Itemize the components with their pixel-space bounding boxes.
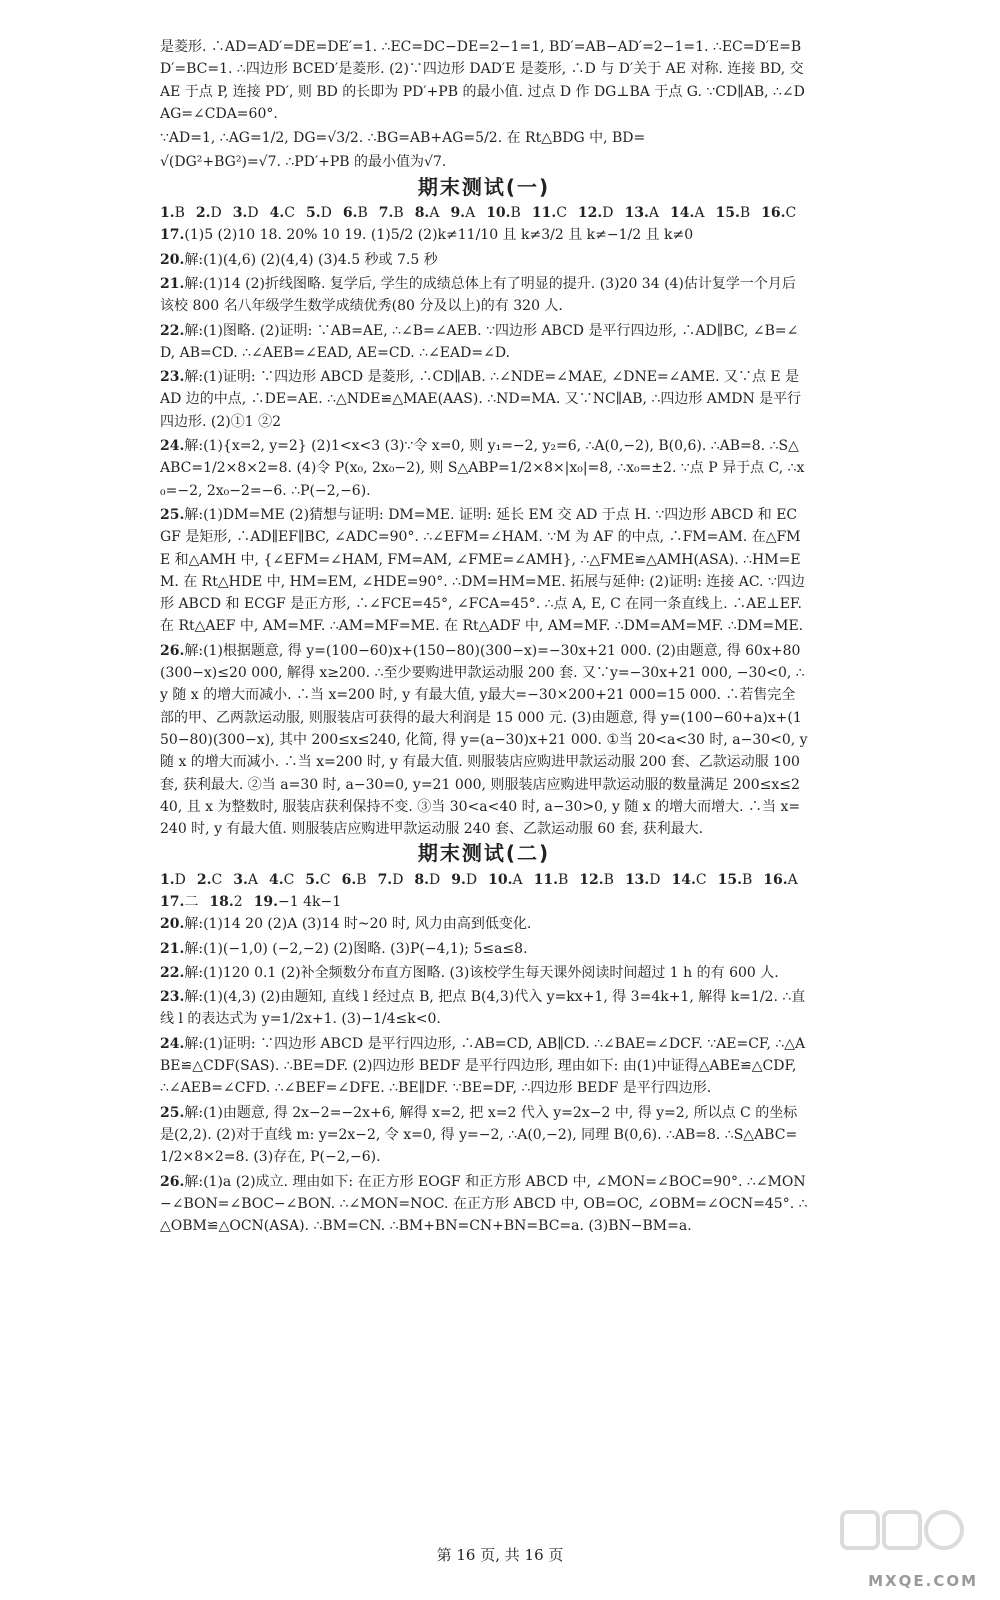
question-number: 6.: [342, 205, 358, 222]
question-number: 3.: [233, 871, 248, 888]
question-number: 24.: [160, 1035, 185, 1052]
question-number: 26.: [160, 1173, 185, 1190]
choice-answer: [761, 202, 796, 224]
choice-answer: [209, 891, 242, 913]
question-number: 19.: [253, 893, 278, 910]
solution-text: 解:(1)根据题意, 得 y=(100−60)x+(150−80)(300−x)=−30x+21 000. (2)由题意, 得 60x+80(300−x)≤20 000, 解得 x≥200. ∴至少要购进甲款运动服 200 套. 又∵y=−30x+21 000, −30<0, ∴y 随 x 的增大而减小. ∴当 x=200 时, y 有最大值, y最大=−30×200+21 000=15 000. ∴若售完全部的甲、乙两款运动服, 则服装店可获得的最大利润是 15 000 元. (3)由题意, 得 y=(100−60+a)x+(150−80)(300−x), 其中 200≤x≤240, 化简, 得 y=(a−30)x+21 000. ①当 20<a<30 时, a−30<0, y 随 x 的增大而减小. ∴当 x=200 时, y 有最大值. 则服装店应购进甲款运动服 200 套、乙款运动服 100 套, 获利最大. ②当 a=30 时, a−30=0, y=21 000, 则服装店应购进甲款运动服的数量满足 200≤x≤240, 且 x 为整数时, 服装店获利保持不变. ③当 30<a<40 时, a−30>0, y 随 x 的增大而增大. ∴当 x=240 时, y 有最大值. 则服装店应购进甲款运动服 240 套、乙款运动服 60 套, 获利最大.: [160, 642, 808, 838]
answer-value: C: [283, 871, 295, 888]
choice-answer: [578, 202, 614, 224]
answer-value: A: [648, 205, 659, 222]
choice-answer: [763, 869, 797, 891]
choice-answer: [579, 869, 614, 891]
answer-value: B: [739, 205, 751, 222]
answer-value: B: [741, 871, 753, 888]
question-number: 2.: [196, 871, 212, 888]
question-number: 8.: [414, 205, 430, 222]
answer-value: D: [392, 871, 404, 888]
answer-value: C: [284, 205, 295, 222]
question-number: 23.: [160, 369, 185, 386]
question-number: 11.: [533, 871, 558, 888]
answer-value: D: [649, 871, 661, 888]
answer-value: −1 4k−1: [278, 893, 342, 910]
solution-text: 解:(1)证明: ∵四边形 ABCD 是菱形, ∴CD∥AB. ∴∠NDE=∠MAE, ∠DNE=∠AME. 又∵点 E 是 AD 边的中点, ∴DE=AE. ∴△NDE≌△MAE(AAS). ∴ND=MA. 又∵NC∥AB, ∴四边形 AMDN 是平行四边形. (2)①1 ②2: [160, 369, 802, 430]
question-number: 22.: [160, 964, 185, 981]
choice-answer: [625, 869, 661, 891]
solution-item: [160, 962, 808, 984]
question-number: 3.: [232, 205, 248, 222]
answer-value: C: [695, 871, 707, 888]
solution-text: (1)5 (2)10 18. 20% 10 19. (1)5/2 (2)k≠11/10 且 k≠3/2 且 k≠−1/2 且 k≠0: [184, 227, 694, 244]
answer-value: B: [557, 871, 569, 888]
answer-value: A: [787, 871, 798, 888]
solution-text: 解:(1)图略. (2)证明: ∵AB=AE, ∴∠B=∠AEB. ∵四边形 ABCD 是平行四边形, ∴AD∥BC, ∠B=∠D, AB=CD. ∴∠AEB=∠EAD, AE=CD. ∴∠EAD=∠D.: [160, 322, 799, 361]
choice-answer: [415, 202, 440, 224]
choice-answer: [160, 891, 198, 913]
choice-answer: [378, 869, 404, 891]
test2-title: 期末测试(二): [417, 841, 551, 866]
choice-answer: [306, 202, 332, 224]
solution-text: 解:(1)120 0.1 (2)补全频数分布直方图略. (3)该校学生每天课外阅读时间超过 1 h 的有 600 人.: [184, 964, 779, 981]
watermark-text: MXQE.COM: [868, 1572, 978, 1590]
question-number: 21.: [160, 275, 185, 292]
choice-answer: [718, 869, 753, 891]
choice-answer: [270, 202, 295, 224]
answer-value: A: [247, 871, 258, 888]
test1-solutions: [160, 224, 808, 840]
answer-value: B: [174, 205, 185, 222]
choice-answer: [625, 202, 659, 224]
question-number: 5.: [305, 205, 321, 222]
choice-answer: [160, 869, 186, 891]
solution-text: 解:(1)(4,6) (2)(4,4) (3)4.5 秒或 7.5 秒: [184, 251, 438, 268]
answer-value: 2: [233, 893, 243, 910]
question-number: 6.: [341, 871, 357, 888]
solution-text: 解:(1){x=2, y=2} (2)1<x<3 (3)∵令 x=0, 则 y₁=−2, y₂=6, ∴A(0,−2), B(0,6). ∴AB=8. ∴S△ABC=1/2×8×2=8. (4)令 P(x₀, 2x₀−2), 则 S△ABP=1/2×8×|x₀|=8, ∴x₀=±2. ∵点 P 异于点 C, ∴x₀=−2, 2x₀−2=−6. ∴P(−2,−6).: [160, 438, 805, 499]
choice-answer: [670, 202, 704, 224]
question-number: 16.: [763, 871, 788, 888]
question-number: 25.: [160, 506, 185, 523]
solution-text: 解:(1)a (2)成立. 理由如下: 在正方形 EOGF 和正方形 ABCD 中, ∠MON=∠BOC=90°. ∴∠MON−∠BON=∠BOC−∠BON. ∴∠MON=NOC. 在正方形 ABCD 中, OB=OC, ∠OBM=∠OCN=45°. ∴△OBM≌△OCN(ASA). ∴BM=CN. ∴BM+BN=CN+BN=BC=a. (3)BN−BM=a.: [160, 1173, 808, 1235]
question-number: 23.: [160, 989, 185, 1006]
question-number: 8.: [414, 871, 430, 888]
question-number: 24.: [160, 438, 185, 455]
choice-answer: [379, 202, 404, 224]
answer-value: 二: [184, 893, 199, 910]
answer-value: A: [465, 205, 476, 222]
answer-value: C: [785, 205, 797, 222]
test1-title: 期末测试(一): [417, 174, 551, 199]
intro-section: [160, 36, 808, 174]
answer-value: D: [465, 871, 478, 888]
intro-paragraph: ∵AD=1, ∴AG=1/2, DG=√3/2. ∴BG=AB+AG=5/2. 在 Rt△BDG 中, BD=: [160, 130, 646, 147]
solution-item: [160, 640, 808, 841]
question-number: 20.: [160, 251, 185, 268]
question-number: 25.: [160, 1104, 185, 1121]
test2-solutions: [160, 913, 808, 1237]
choice-answer: [451, 869, 477, 891]
choice-answer: [342, 869, 367, 891]
answer-value: A: [694, 205, 705, 222]
solution-item: [160, 273, 808, 318]
choice-answer: [534, 869, 569, 891]
question-number: 20.: [160, 916, 185, 933]
solution-item: [160, 913, 808, 935]
answer-value: B: [393, 205, 404, 222]
question-number: 9.: [451, 871, 466, 888]
question-number: 12.: [577, 205, 603, 222]
answer-value: B: [356, 871, 367, 888]
solution-item: [160, 504, 808, 638]
answer-value: C: [556, 205, 567, 222]
intro-paragraph: 是菱形. ∴AD=AD′=DE=DE′=1. ∴EC=DC−DE=2−1=1, BD′=AB−AD′=2−1=1. ∴EC=D′E=BD′=BC=1. ∴四边形 BCED′是菱形. (2)∵四边形 DAD′E 是菱形, ∴D 与 D′关于 AE 对称. 连接 BD, 交 AE 于点 P, 连接 PD′, 则 BD 的长即为 PD′+PB 的最小值. 过点 D 作 DG⊥BA 于点 G. ∵CD∥AB, ∴∠DAG=∠CDA=60°.: [160, 39, 805, 122]
choice-answer: [486, 202, 521, 224]
choice-answer: [269, 869, 294, 891]
solution-text: 解:(1)证明: ∵四边形 ABCD 是平行四边形, ∴AB=CD, AB∥CD. ∴∠BAE=∠DCF. ∵AE=CF, ∴△ABE≌△CDF(SAS). ∴BE=DF. (2)四边形 BEDF 是平行四边形, 理由如下: 由(1)中证得△ABE≌△CDF, ∴∠AEB=∠CFD. ∴∠BEF=∠DFE. ∴BE∥DF. ∵BE=DF, ∴四边形 BEDF 是平行四边形.: [160, 1035, 806, 1097]
choice-answer: [254, 891, 341, 913]
question-number: 13.: [624, 205, 649, 222]
solution-item: [160, 1033, 808, 1100]
choice-answer: [197, 869, 222, 891]
test1-choice-answers: [160, 202, 808, 224]
answer-value: D: [174, 871, 186, 888]
intro-paragraph: √(DG²+BG²)=√7. ∴PD′+PB 的最小值为√7.: [160, 154, 447, 171]
choice-answer: [414, 869, 440, 891]
answer-value: C: [211, 871, 223, 888]
question-number: 14.: [671, 871, 696, 888]
answer-value: A: [512, 871, 523, 888]
question-number: 10.: [488, 871, 513, 888]
answer-value: D: [320, 205, 332, 222]
choice-answer: [160, 202, 185, 224]
question-number: 13.: [624, 871, 650, 888]
solution-text: 解:(1)(4,3) (2)由题知, 直线 l 经过点 B, 把点 B(4,3)代入 y=kx+1, 得 3=4k+1, 解得 k=1/2. ∴直线 l 的表达式为 y=1/2x+1. (3)−1/4≤k<0.: [160, 989, 806, 1028]
question-number: 1.: [160, 871, 175, 888]
answer-value: B: [603, 871, 614, 888]
question-number: 7.: [378, 205, 394, 222]
choice-answer: [305, 869, 330, 891]
answer-value: D: [429, 871, 441, 888]
choice-answer: [233, 869, 258, 891]
question-number: 5.: [305, 871, 320, 888]
choice-answer: [233, 202, 259, 224]
question-number: 22.: [160, 322, 185, 339]
answer-value: D: [210, 205, 222, 222]
solution-text: 解:(1)由题意, 得 2x−2=−2x+6, 解得 x=2, 把 x=2 代入 y=2x−2 中, 得 y=2, 所以点 C 的坐标是(2,2). (2)对于直线 m: y=2x−2, 令 x=0, 得 y=−2, ∴A(0,−2), 同理 B(0,6). ∴AB=8. ∴S△ABC=1/2×8×2=8. (3)存在, P(−2,−6).: [160, 1104, 798, 1166]
question-number: 17.: [160, 893, 185, 910]
question-number: 4.: [268, 871, 284, 888]
choice-answer: [532, 202, 567, 224]
solution-item: [160, 1102, 808, 1169]
choice-answer: [450, 202, 475, 224]
test2-choice-answers: [160, 869, 808, 914]
question-number: 21.: [160, 940, 185, 957]
page-footer: 第 16 页, 共 16 页: [436, 1546, 564, 1564]
answer-content: [160, 36, 808, 1239]
question-number: 4.: [269, 205, 285, 222]
question-number: 16.: [761, 205, 786, 222]
choice-answer: [715, 202, 750, 224]
question-number: 15.: [717, 871, 742, 888]
question-number: 12.: [579, 871, 604, 888]
answer-value: D: [247, 205, 259, 222]
question-number: 17.: [160, 227, 185, 244]
solution-text: 解:(1)14 (2)折线图略. 复学后, 学生的成绩总体上有了明显的提升. (3)20 34 (4)估计复学一个月后该校 800 名八年级学生数学成绩优秀(80 分及以上)的有 320 人.: [160, 275, 796, 315]
choice-answer: [343, 202, 368, 224]
question-number: 7.: [377, 871, 393, 888]
answer-value: B: [357, 205, 368, 222]
solution-item: [160, 938, 808, 960]
question-number: 9.: [450, 205, 466, 222]
question-number: 26.: [160, 642, 185, 659]
solution-text: 解:(1)(−1,0) (−2,−2) (2)图略. (3)P(−4,1); 5≤a≤8.: [184, 940, 528, 957]
answer-value: A: [429, 205, 440, 222]
question-number: 18.: [209, 893, 234, 910]
choice-answer: [196, 202, 222, 224]
solution-item: [160, 435, 808, 502]
question-number: 10.: [486, 205, 511, 222]
answer-value: B: [510, 205, 521, 222]
answer-value: C: [319, 871, 331, 888]
choice-answer: [488, 869, 522, 891]
question-number: 2.: [195, 205, 211, 222]
answer-value: D: [602, 205, 614, 222]
question-number: 15.: [715, 205, 740, 222]
solution-item: [160, 224, 808, 246]
solution-item: [160, 986, 808, 1031]
question-number: 1.: [160, 205, 175, 222]
choice-answer: [672, 869, 707, 891]
solution-text: 解:(1)DM=ME (2)猜想与证明: DM=ME. 证明: 延长 EM 交 AD 于点 H. ∵四边形 ABCD 和 ECGF 是矩形, ∴AD∥EF∥BC, ∠ADC=90°. ∴∠EFM=∠HAM. ∵M 为 AF 的中点, ∴FM=AM. 在△FME 和△AMH 中, {∠EFM=∠HAM, FM=AM, ∠FME=∠AMH}, ∴△FME≌△AMH(ASA). ∴HM=EM. 在 Rt△HDE 中, HM=EM, ∠HDE=90°. ∴DM=HM=ME. 拓展与延伸: (2)证明: 连接 AC. ∵四边形 ABCD 和 ECGF 是正方形, ∴∠FCE=45°, ∠FCA=45°. ∴点 A, E, C 在同一条直线上. ∴AE⊥EF. 在 Rt△AEF 中, AM=MF. ∴AM=MF=ME. 在 Rt△ADF 中, AM=MF. ∴DM=AM=MF. ∴DM=ME.: [160, 506, 805, 635]
solution-item: [160, 366, 808, 433]
solution-item: [160, 320, 808, 365]
solution-item: [160, 249, 808, 271]
solution-text: 解:(1)14 20 (2)A (3)14 时~20 时, 风力由高到低变化.: [184, 916, 532, 933]
question-number: 11.: [531, 205, 557, 222]
solution-item: [160, 1171, 808, 1238]
question-number: 14.: [670, 205, 695, 222]
